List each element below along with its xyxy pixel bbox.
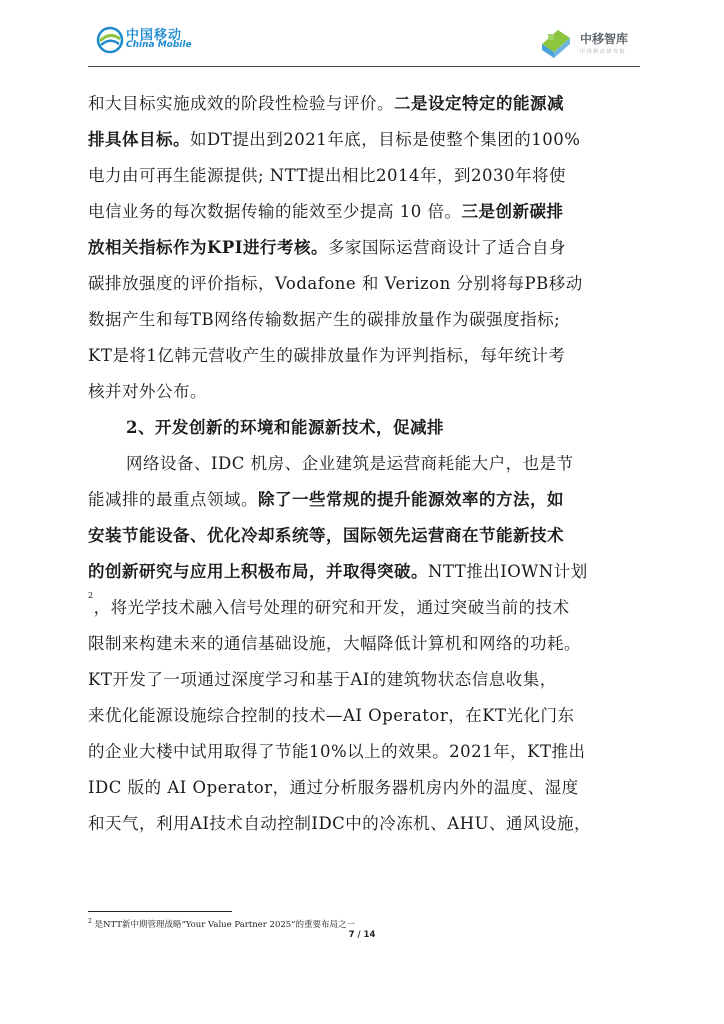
text-line <box>88 194 640 230</box>
text-span: 能减排的最重点领域。 <box>88 490 258 509</box>
china-mobile-logo <box>96 22 206 58</box>
cmri-think-tank-logo <box>536 20 646 62</box>
text-span: 多家国际运营商设计了适合自身 <box>327 238 566 257</box>
footnote-text: 是NTT新中期管理战略“Your Value Partner 2025”的重要布局之一 <box>94 920 356 930</box>
think-tank-emblem-icon <box>536 20 576 60</box>
text-line <box>88 590 640 626</box>
china-mobile-name-en: China Mobile <box>126 40 192 50</box>
text-span: ，将光学技术融入信号处理的研究和开发，通过突破当前的技术 <box>93 598 570 617</box>
text-span: 如DT提出到2021年底，目标是使整个集团的100% <box>190 130 581 149</box>
text-line: 电力由可再生能源提供; NTT提出相比2014年，到2030年将使 <box>88 166 567 185</box>
text-line: KT是将1亿韩元营收产生的碳排放量作为评判指标，每年统计考 <box>88 346 566 365</box>
bold-text-span: 的创新研究与应用上积极布局，并取得突破。 <box>88 562 428 581</box>
text-line <box>88 86 640 122</box>
text-line: 的企业大楼中试用取得了节能10%以上的效果。2021年，KT推出 <box>88 742 586 761</box>
text-line <box>88 122 640 158</box>
header-divider <box>88 66 640 67</box>
think-tank-subtitle: 中 国 移 动 研 究 院 <box>580 49 625 55</box>
text-line: KT开发了一项通过深度学习和基于AI的建筑物状态信息收集， <box>88 670 557 689</box>
text-span: NTT推出IOWN计划 <box>428 562 588 581</box>
footnote-ref[interactable]: 2 <box>88 591 94 600</box>
text-line: 安装节能设备、优化冷却系统等，国际领先运营商在节能新技术 <box>88 526 564 545</box>
bold-text-span: 除了一些常规的提升能源效率的方法，如 <box>258 490 564 509</box>
china-mobile-name-cn: 中国移动 <box>126 28 183 43</box>
bold-text-span: 放相关指标作为KPI进行考核。 <box>88 238 328 257</box>
text-line: 和天气，利用AI技术自动控制IDC中的冷冻机、AHU、通风设施， <box>88 814 592 833</box>
text-line: 碳排放强度的评价指标，Vodafone 和 Verizon 分别将每PB移动 <box>88 274 583 293</box>
think-tank-name-cn: 中移智库 <box>580 32 629 46</box>
text-line: 限制来构建未来的通信基础设施，大幅降低计算机和网络的功耗。 <box>88 634 581 653</box>
text-line <box>88 230 640 266</box>
section-heading: 2、开发创新的环境和能源新技术，促减排 <box>126 418 444 437</box>
text-line <box>88 554 640 590</box>
text-line <box>88 482 640 518</box>
text-line: 数据产生和每TB网络传输数据产生的碳排放量作为碳强度指标; <box>88 310 561 329</box>
text-line: 网络设备、IDC 机房、企业建筑是运营商耗能大户，也是节 <box>126 454 574 473</box>
footnote-divider <box>88 911 232 912</box>
page-number: 7 / 14 <box>348 930 376 940</box>
page-header <box>0 0 724 66</box>
text-span: 电信业务的每次数据传输的能效至少提高 10 倍。 <box>88 202 462 221</box>
bold-text-span: 二是设定特定的能源减 <box>394 94 564 113</box>
footnote-marker: 2 <box>88 918 92 925</box>
bold-text-span: 三是创新碳排 <box>461 202 564 221</box>
document-body <box>88 86 640 842</box>
text-span: 和大目标实施成效的阶段性检验与评价。 <box>88 94 394 113</box>
text-line: IDC 版的 AI Operator，通过分析服务器机房内外的温度、湿度 <box>88 778 579 797</box>
china-mobile-emblem-icon <box>96 26 124 54</box>
footnote <box>88 918 355 930</box>
bold-text-span: 排具体目标。 <box>88 130 190 149</box>
text-line: 来优化能源设施综合控制的技术—AI Operator，在KT光化门东 <box>88 706 575 725</box>
text-line: 核并对外公布。 <box>88 382 207 401</box>
